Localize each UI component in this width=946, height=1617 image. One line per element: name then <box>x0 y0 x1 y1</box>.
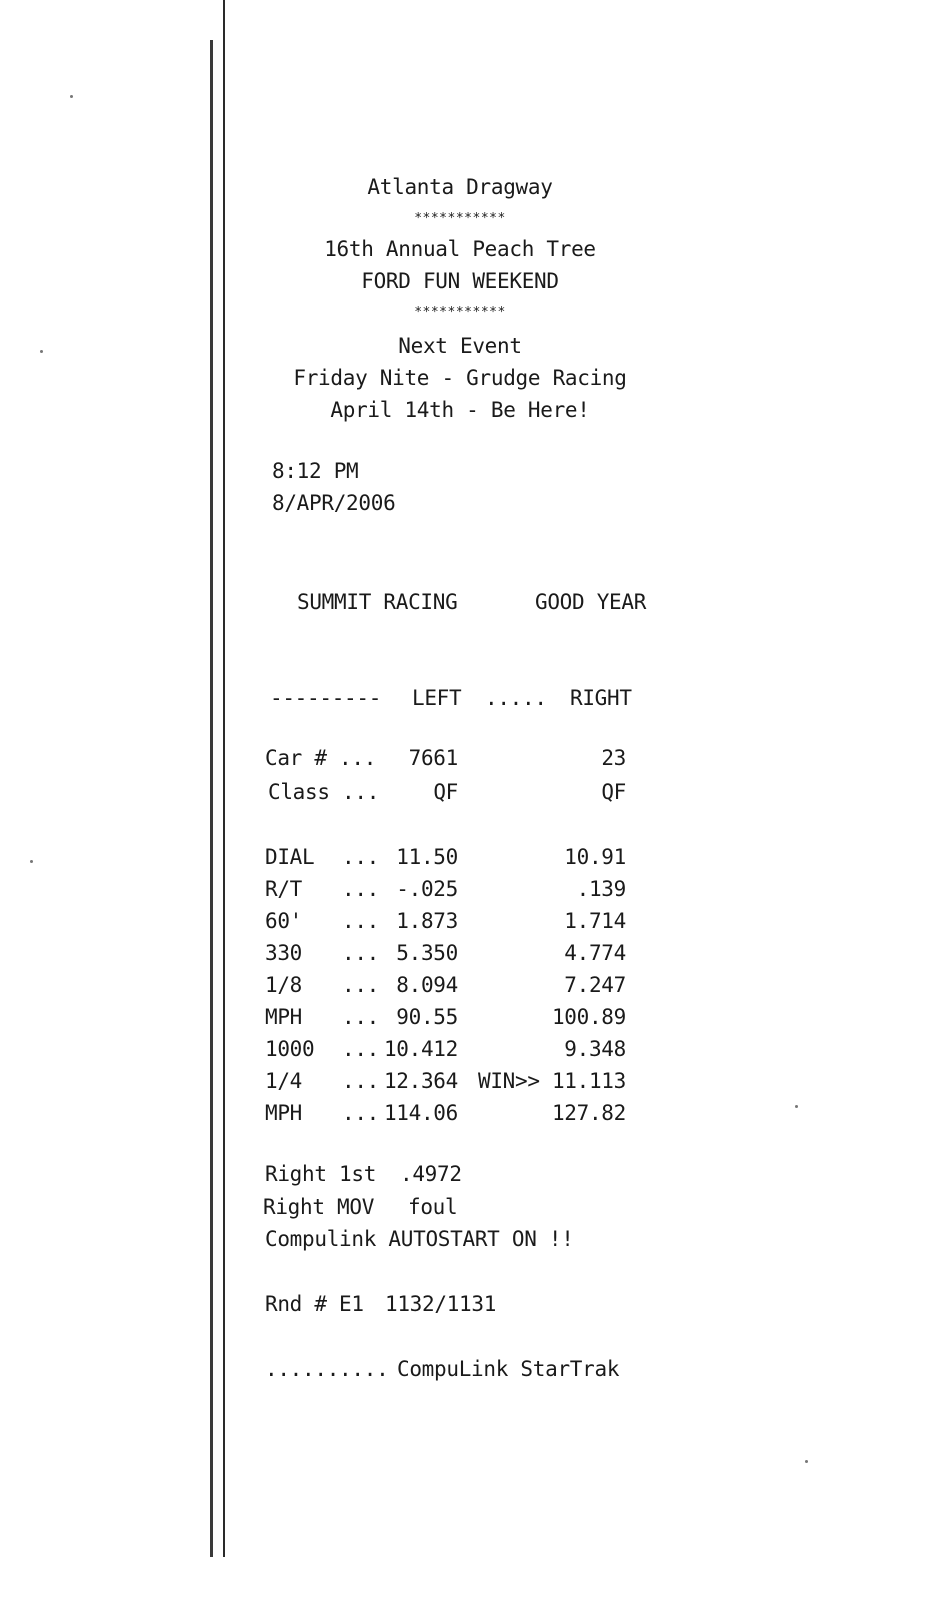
time-right-value: .139 <box>576 877 626 901</box>
round-value: 1132/1131 <box>385 1292 497 1316</box>
next-event-date: April 14th - Be Here! <box>330 398 590 422</box>
sponsor-right: GOOD YEAR <box>535 590 647 614</box>
stars-divider: *********** <box>414 305 506 320</box>
next-event-label: Next Event <box>398 334 522 358</box>
autostart-line: Compulink AUTOSTART ON !! <box>265 1227 574 1251</box>
time-label: 1/4 <box>265 1069 303 1093</box>
car-left: 7661 <box>408 746 458 770</box>
scan-speck <box>795 1105 798 1108</box>
paper-fold-line <box>210 40 213 1557</box>
time-right-value: 100.89 <box>551 1005 626 1029</box>
time-right-value: 4.774 <box>564 941 626 965</box>
time-dots: ... <box>342 845 380 869</box>
time-label: 1000 <box>265 1037 315 1061</box>
time-left-value: 11.50 <box>396 845 458 869</box>
stars-divider: *********** <box>414 211 506 226</box>
round-label: Rnd # E1 <box>265 1292 364 1316</box>
time-right-value: 127.82 <box>551 1101 626 1125</box>
time-label: R/T <box>265 877 303 901</box>
time-left-value: -.025 <box>396 877 458 901</box>
scan-speck <box>70 95 73 98</box>
time-dots: ... <box>342 1101 380 1125</box>
right-first-value: .4972 <box>400 1162 462 1186</box>
class-right: QF <box>601 780 626 804</box>
time-left-value: 5.350 <box>396 941 458 965</box>
date: 8/APR/2006 <box>272 491 396 515</box>
right-first-label: Right 1st <box>265 1162 377 1186</box>
time-left-value: 1.873 <box>396 909 458 933</box>
time-left-value: 90.55 <box>396 1005 458 1029</box>
time-label: MPH <box>265 1005 303 1029</box>
event-line-2: FORD FUN WEEKEND <box>361 269 559 293</box>
time-dots: ... <box>342 973 380 997</box>
event-line-1: 16th Annual Peach Tree <box>324 237 596 261</box>
time: 8:12 PM <box>272 459 359 483</box>
scan-speck <box>805 1460 808 1463</box>
lanes-dashes: --------- <box>270 686 382 710</box>
time-label: DIAL <box>265 845 315 869</box>
time-label: 330 <box>265 941 303 965</box>
time-right-value: 11.113 <box>551 1069 626 1093</box>
time-dots: ... <box>342 1069 380 1093</box>
time-dots: ... <box>342 909 380 933</box>
class-left: QF <box>433 780 458 804</box>
mov-label: Right MOV <box>263 1195 375 1219</box>
time-right-value: 1.714 <box>564 909 626 933</box>
time-left-value: 10.412 <box>383 1037 458 1061</box>
lane-right-header: RIGHT <box>570 686 632 710</box>
time-label: 60' <box>265 909 303 933</box>
time-label: MPH <box>265 1101 303 1125</box>
lanes-dots: ..... <box>485 686 547 710</box>
lane-left-header: LEFT <box>412 686 462 710</box>
mov-value: foul <box>408 1195 458 1219</box>
footer-brand: CompuLink StarTrak <box>397 1357 620 1381</box>
time-dots: ... <box>342 1037 380 1061</box>
win-indicator: WIN>> <box>478 1069 540 1093</box>
sponsor-left: SUMMIT RACING <box>297 590 458 614</box>
footer-dots: .......... <box>265 1357 389 1381</box>
scan-speck <box>30 860 33 863</box>
car-right: 23 <box>601 746 626 770</box>
class-label: Class ... <box>268 780 380 804</box>
venue-title: Atlanta Dragway <box>367 175 553 199</box>
car-label: Car # ... <box>265 746 377 770</box>
time-right-value: 7.247 <box>564 973 626 997</box>
time-right-value: 10.91 <box>564 845 626 869</box>
time-dots: ... <box>342 1005 380 1029</box>
time-left-value: 114.06 <box>383 1101 458 1125</box>
scan-speck <box>40 350 43 353</box>
time-right-value: 9.348 <box>564 1037 626 1061</box>
time-label: 1/8 <box>265 973 303 997</box>
time-left-value: 8.094 <box>396 973 458 997</box>
paper-edge-line <box>223 0 225 1557</box>
next-event-name: Friday Nite - Grudge Racing <box>293 366 627 390</box>
time-dots: ... <box>342 877 380 901</box>
time-left-value: 12.364 <box>383 1069 458 1093</box>
time-dots: ... <box>342 941 380 965</box>
